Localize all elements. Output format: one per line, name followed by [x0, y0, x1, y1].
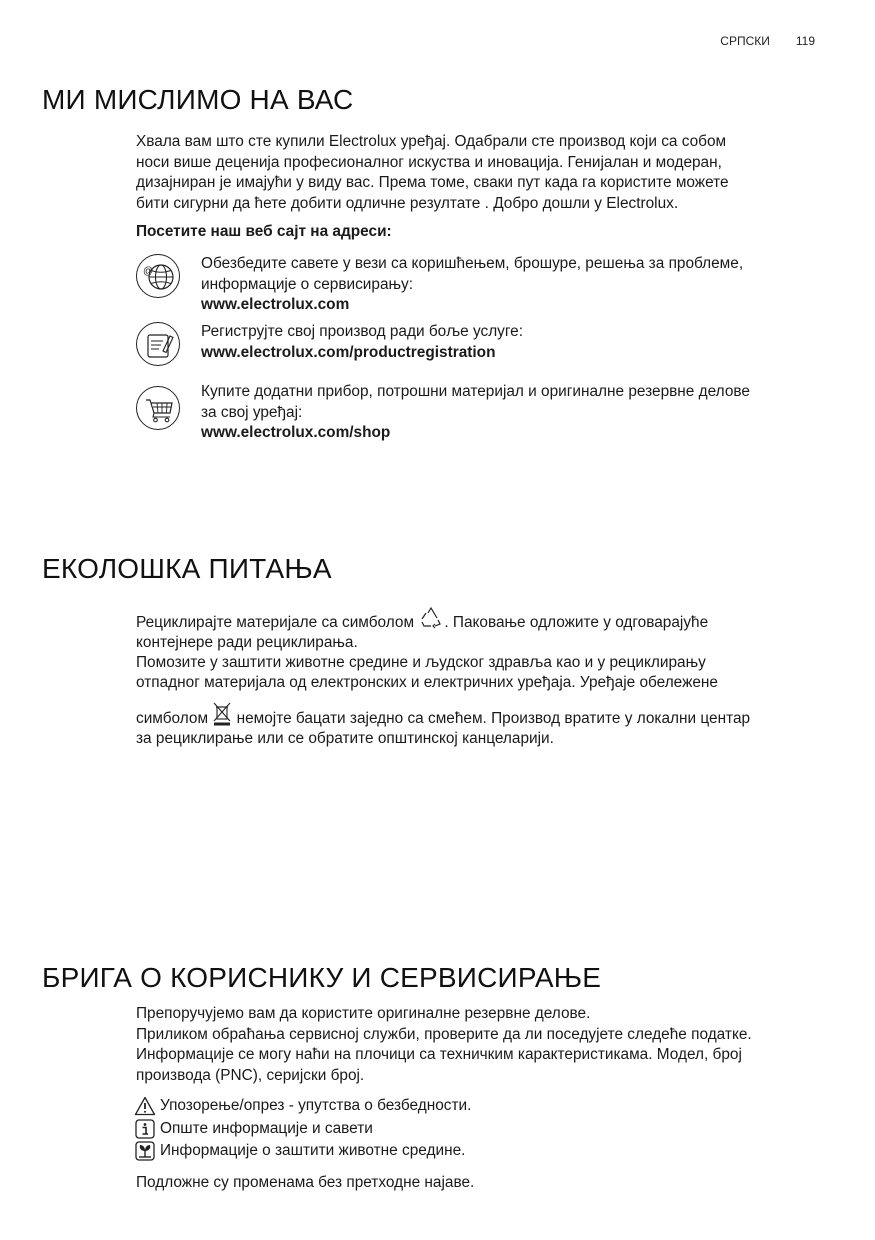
link-desc: Региструјте свој производ ради боље услуге:	[201, 323, 523, 340]
legend-warning: Упозорење/опрез - упутства о безбедности.	[134, 1095, 471, 1118]
link-desc: Обезбедите савете у вези са коришћењем, брошуре, решења за проблеме,	[201, 255, 744, 272]
legend-environment: Информације о заштити животне средине.	[134, 1140, 471, 1163]
page-number: 119	[795, 34, 815, 48]
link-text-registration	[201, 322, 831, 363]
info-icon	[134, 1119, 156, 1139]
section-title-thinking-of-you: МИ МИСЛИМО НА ВАС	[42, 84, 354, 115]
link-text-shop	[201, 382, 831, 444]
crossed-bin-icon	[212, 702, 232, 726]
shop-link[interactable]: www.electrolux.com/shop	[201, 424, 391, 441]
env-line: симболом немојте бацати заједно са смећем. Производ вратите у локални центар	[136, 702, 826, 729]
link-desc: за свој уређај:	[201, 403, 303, 421]
legend-info: Опште информације и савети	[134, 1118, 471, 1141]
link-desc: Купите додатни прибор, потрошни материјал и оригиналне резервне делове	[201, 383, 750, 400]
intro-line: носи више деценија професионалног искуства и иновација. Генијалан и модеран,	[136, 153, 722, 171]
page-header	[694, 34, 815, 48]
link-desc: информације о сервисирању:	[201, 275, 413, 293]
environment-paragraph	[136, 606, 826, 749]
env-line: Рециклирајте материјале са симболом . Паковање одложите у одговарајуће	[136, 606, 826, 633]
svg-text:@: @	[143, 266, 154, 277]
section-title-environment: ЕКОЛОШКА ПИТАЊА	[42, 553, 332, 584]
care-line: Препоручујемо вам да користите оригиналне резервне делове.	[136, 1005, 591, 1022]
env-line: контејнере ради рециклирања.	[136, 634, 358, 651]
website-link[interactable]: www.electrolux.com	[201, 296, 350, 313]
globe-icon	[136, 254, 180, 298]
recycling-icon	[418, 606, 444, 630]
customer-care-paragraph	[136, 1004, 826, 1086]
section-title-customer-care: БРИГА О КОРИСНИКУ И СЕРВИСИРАЊЕ	[42, 962, 602, 993]
registration-link[interactable]: www.electrolux.com/productregistration	[201, 343, 496, 361]
env-line: за рециклирање или се обратите општинској канцеларији.	[136, 730, 554, 747]
symbol-legend	[134, 1095, 471, 1163]
care-line: Информације се могу наћи на плочици са техничким карактеристикама. Модел, број	[136, 1046, 742, 1063]
header-language: СРПСКИ	[720, 34, 770, 48]
care-line: производа (PNC), серијски број.	[136, 1066, 365, 1084]
registration-icon	[136, 322, 180, 366]
env-line: отпадног материјала од електронских и електричних уређаја. Уређаје обележене	[136, 674, 718, 691]
env-line: Помозите у заштити животне средине и људског здравља као и у рециклирању	[136, 654, 706, 671]
care-line: Приликом обраћања сервисној служби, проверите да ли поседујете следеће податке.	[136, 1025, 752, 1043]
intro-line: Хвала вам што сте купили Electrolux уређај. Одабрали сте производ који са собом	[136, 133, 727, 150]
warning-icon	[134, 1096, 156, 1116]
intro-paragraph	[136, 132, 826, 214]
footer-note: Подложне су променама без претходне најаве.	[136, 1174, 475, 1191]
shopping-cart-icon	[136, 386, 180, 430]
environment-icon	[134, 1141, 156, 1161]
intro-line: дизајниран је имајући у виду вас. Према томе, сваки пут када га користите можете	[136, 174, 729, 191]
visit-website-label: Посетите наш веб сајт на адреси:	[136, 223, 392, 240]
link-text-website	[201, 254, 831, 316]
intro-line: бити сигурни да ћете добити одличне резултате . Добро дошли у Electrolux.	[136, 194, 679, 212]
